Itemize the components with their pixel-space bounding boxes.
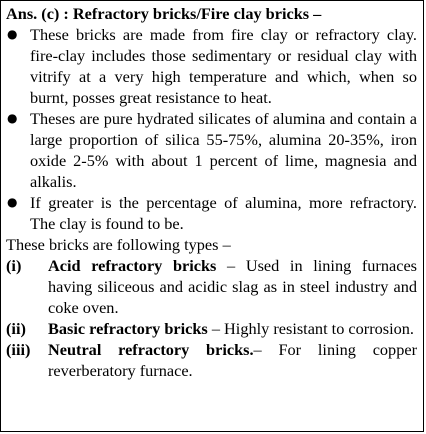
bullet-text: If greater is the percentage of alumina, more refractory. The clay is found to be. (30, 193, 417, 233)
bullet-item-composition (6, 24, 417, 108)
bullet-item-silicates (6, 108, 417, 192)
bullet-icon: ● (7, 111, 18, 125)
bullet-icon: ● (7, 195, 18, 209)
bullet-text: Theses are pure hydrated silicates of alumina and contain a large proportion of silica 55-75%, alumina 20-35%, iron oxide 2-5% with about 1 percent of lime, magnesia and alkalis. (30, 109, 417, 191)
type-item-basic (6, 318, 417, 339)
type-number: (iii) (6, 340, 31, 359)
type-text (48, 255, 417, 318)
type-name: Neutral refractory bricks. (48, 340, 254, 359)
type-description: – Used in lining furnaces having siliceous and acidic slag as in steel industry and coke oven. (48, 256, 418, 317)
type-number: (i) (6, 256, 22, 275)
type-text (48, 339, 417, 381)
types-intro: These bricks are following types – (6, 235, 231, 254)
type-item-neutral (6, 339, 417, 381)
type-text (48, 318, 417, 339)
bullet-icon: ● (7, 27, 18, 41)
answer-heading: Ans. (c) : Refractory bricks/Fire clay bricks – (6, 4, 322, 23)
type-number: (ii) (6, 319, 26, 338)
bullet-text: These bricks are made from fire clay or refractory clay. fire-clay includes those sedimentary or residual clay with vitrify at a very high temperature and which, when so burnt, posses great resistance to heat. (30, 25, 417, 107)
type-name: Acid refractory bricks (48, 256, 217, 275)
bullet-item-alumina (6, 192, 417, 234)
type-name: Basic refractory bricks (48, 319, 208, 338)
type-description: – Highly resistant to corrosion. (207, 319, 414, 338)
type-description: – For lining copper reverberatory furnace. (48, 340, 417, 380)
type-item-acid (6, 255, 417, 318)
